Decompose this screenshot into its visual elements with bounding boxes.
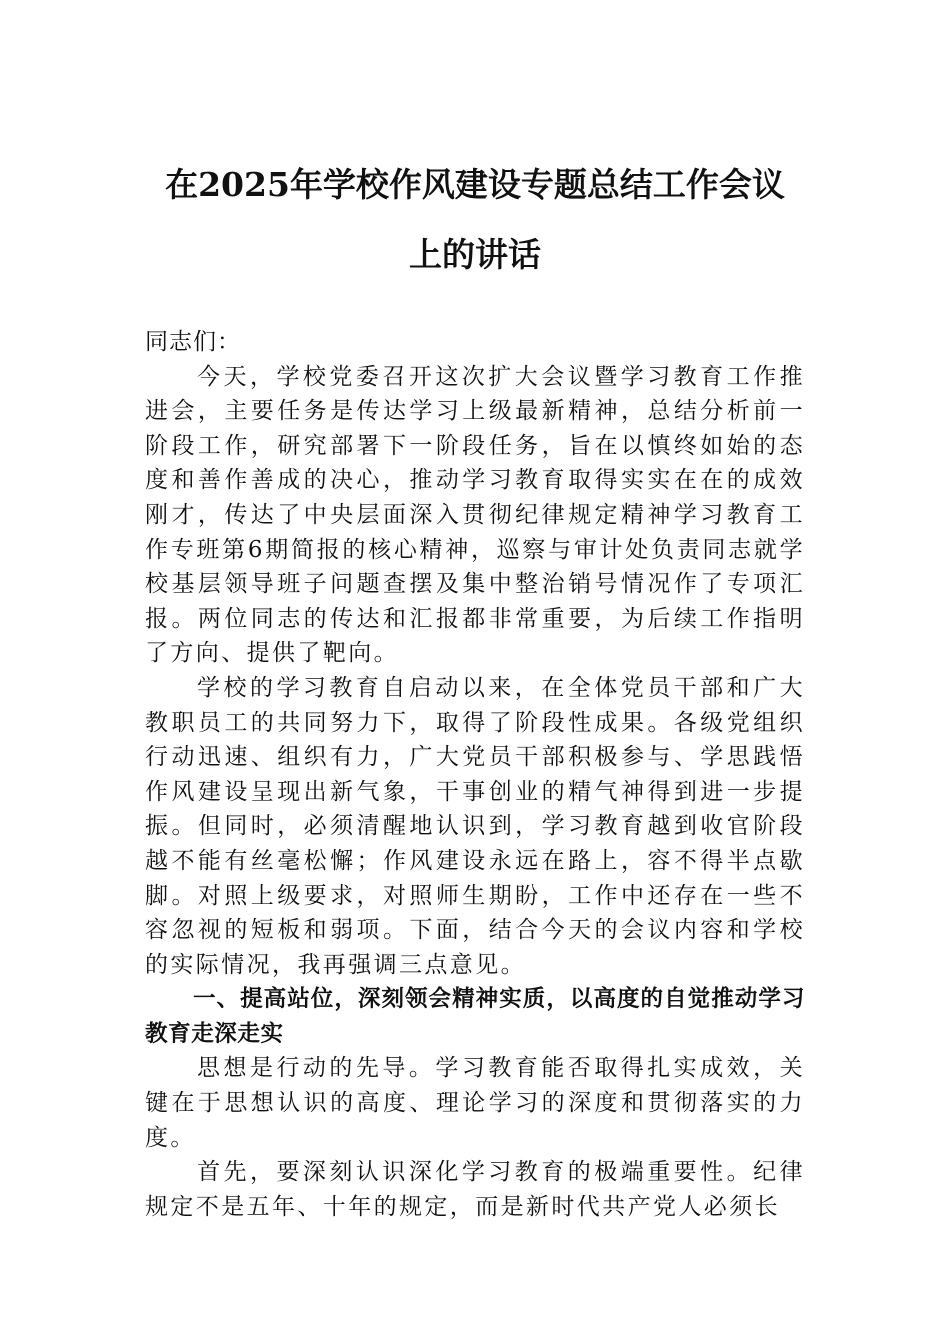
section-1-paragraph-1: 思想是行动的先导。学习教育能否取得扎实成效，关键在于思想认识的高度、理论学习的深度和贯彻落实的力度。 [145,1055,805,1151]
title-line-2: 上的讲话 [409,235,541,274]
document-page [145,150,805,1224]
salutation: 同志们： [145,329,241,355]
document-body [145,325,805,1224]
paragraph-2: 学校的学习教育自启动以来，在全体党员干部和广大教职员工的共同努力下，取得了阶段性成果。各级党组织行动迅速、组织有力，广大党员干部积极参与、学思践悟作风建设呈现出新气象，干事创业的精气神得到进一步提振。但同时，必须清醒地认识到，学习教育越到收官阶段越不能有丝毫松懈；作风建设永远在路上，容不得半点歇脚。对照上级要求，对照师生期盼，工作中还存在一些不容忽视的短板和弱项。下面，结合今天的会议内容和学校的实际情况，我再强调三点意见。 [145,674,805,978]
title-line-1: 在2025年学校作风建设专题总结工作会议 [165,165,785,204]
section-1-paragraph-2: 首先，要深刻认识深化学习教育的极端重要性。纪律规定不是五年、十年的规定，而是新时代共产党人必须长 [145,1159,805,1220]
paragraph-1: 今天，学校党委召开这次扩大会议暨学习教育工作推进会，主要任务是传达学习上级最新精神，总结分析前一阶段工作，研究部署下一阶段任务，旨在以慎终如始的态度和善作善成的决心，推动学习教育取得实实在在的成效刚才，传达了中央层面深入贯彻纪律规定精神学习教育工作专班第6期简报的核心精神，巡察与审计处负责同志就学校基层领导班子问题查摆及集中整治销号情况作了专项汇报。两位同志的传达和汇报都非常重要，为后续工作指明了方向、提供了靶向。 [145,363,805,667]
document-title [145,150,805,290]
section-1-heading: 一、提高站位，深刻领会精神实质，以高度的自觉推动学习教育走深走实 [145,986,805,1047]
